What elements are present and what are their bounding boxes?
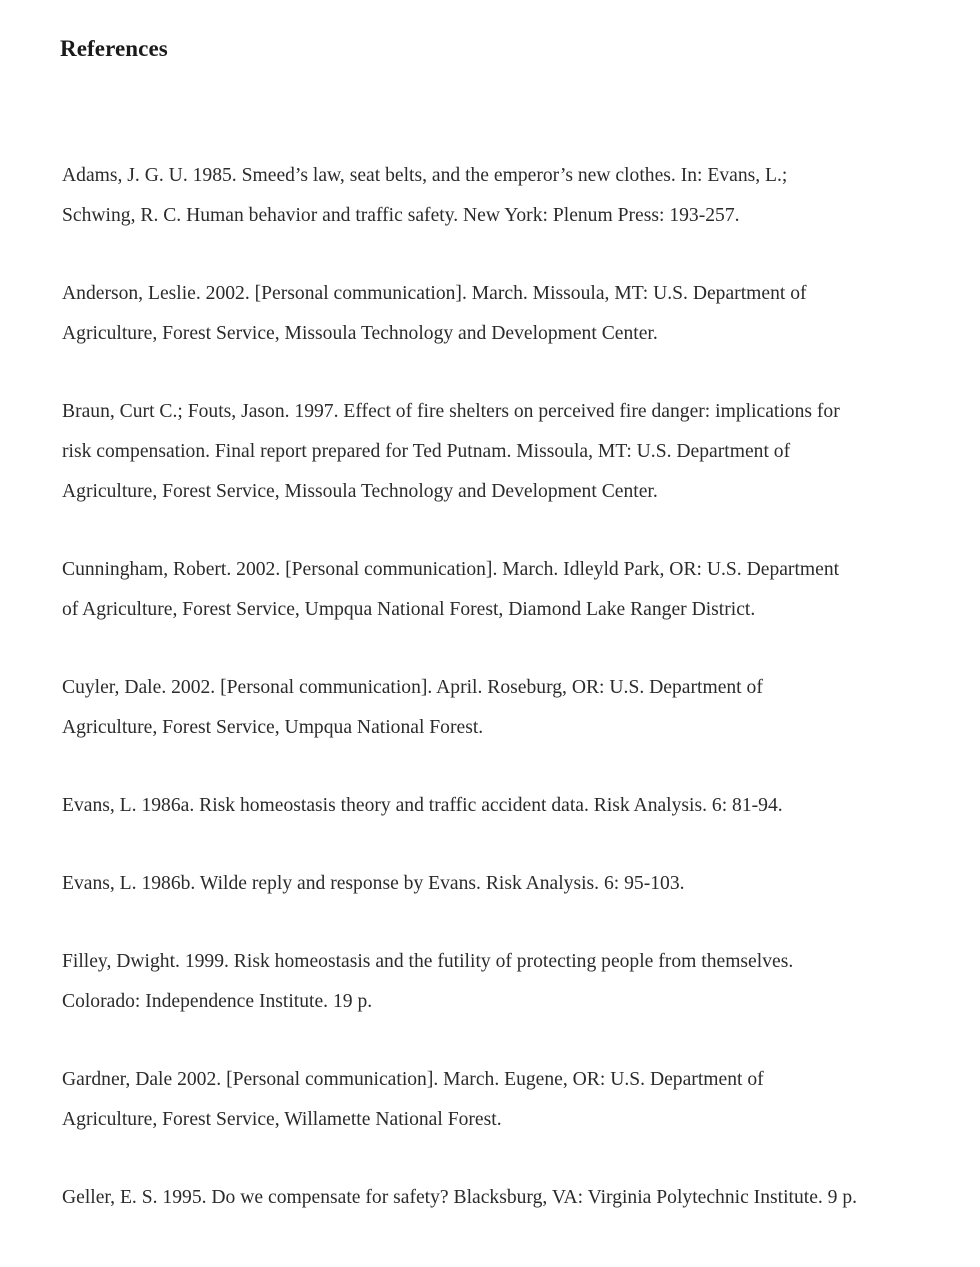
reference-entry: Cunningham, Robert. 2002. [Personal communication]. March. Idleyld Park, OR: U.S. Department of Agriculture, Forest Service, Umpqua National Forest, Diamond Lake Ranger District.	[62, 559, 840, 620]
page-title: References	[60, 36, 168, 61]
reference-entry: Gardner, Dale 2002. [Personal communication]. March. Eugene, OR: U.S. Department of Agriculture, Forest Service, Willamette National Forest.	[62, 1069, 764, 1130]
reference-entry: Anderson, Leslie. 2002. [Personal communication]. March. Missoula, MT: U.S. Department of Agriculture, Forest Service, Missoula Technology and Development Center.	[62, 283, 807, 344]
reference-entry: Braun, Curt C.; Fouts, Jason. 1997. Effect of fire shelters on perceived fire danger: implications for risk compensation. Final report prepared for Ted Putnam. Missoula, MT: U.S. Department of Agriculture, Forest Service, Missoula Technology and Development Center.	[62, 401, 840, 502]
reference-list	[62, 156, 962, 1218]
reference-entry: Evans, L. 1986a. Risk homeostasis theory and traffic accident data. Risk Analysis. 6: 81-94.	[62, 795, 783, 816]
reference-entry: Cuyler, Dale. 2002. [Personal communication]. April. Roseburg, OR: U.S. Department of Agriculture, Forest Service, Umpqua National Forest.	[62, 677, 763, 738]
reference-entry: Filley, Dwight. 1999. Risk homeostasis and the futility of protecting people from themselves. Colorado: Independence Institute. 19 p.	[62, 951, 794, 1012]
reference-entry: Adams, J. G. U. 1985. Smeed’s law, seat belts, and the emperor’s new clothes. In: Evans, L.; Schwing, R. C. Human behavior and traffic safety. New York: Plenum Press: 193-257.	[62, 165, 788, 226]
reference-entry: Evans, L. 1986b. Wilde reply and response by Evans. Risk Analysis. 6: 95-103.	[62, 873, 685, 894]
reference-entry: Geller, E. S. 1995. Do we compensate for safety? Blacksburg, VA: Virginia Polytechnic Institute. 9 p.	[62, 1187, 858, 1208]
